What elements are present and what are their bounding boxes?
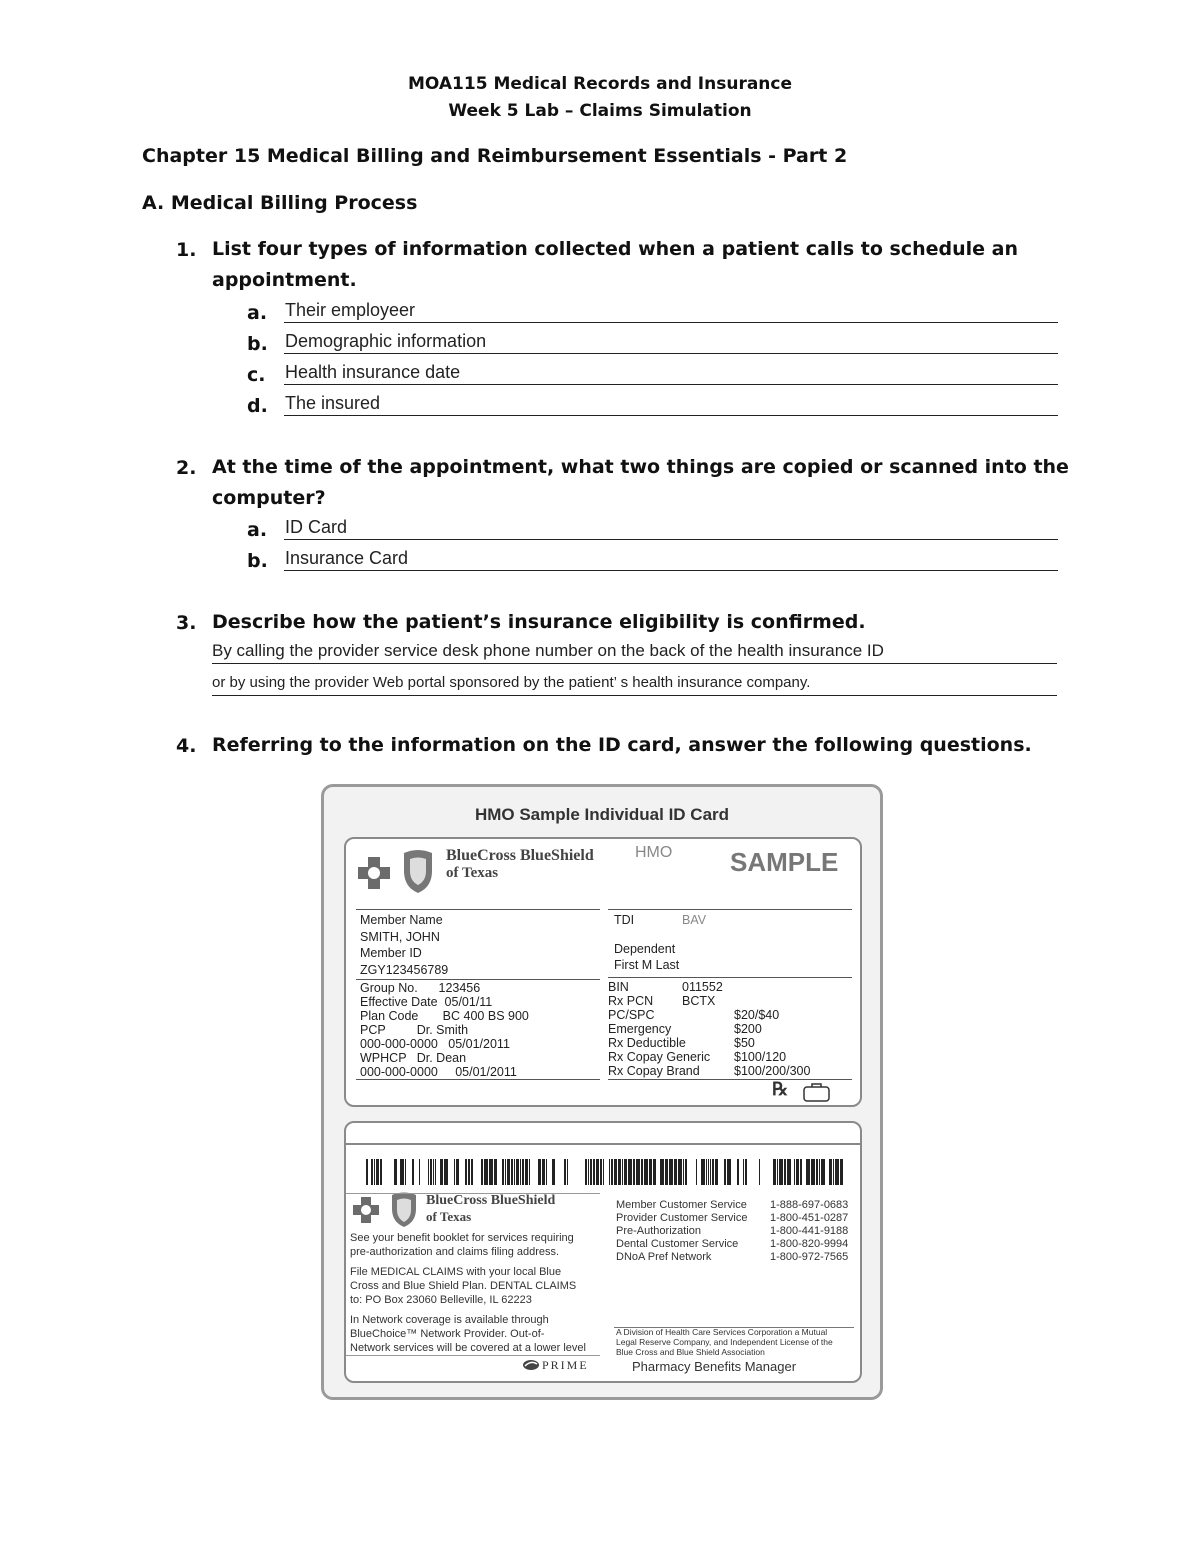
q1-a-label: a.: [247, 302, 268, 324]
back-stripe-line: [346, 1143, 860, 1145]
effective-date-row: Effective Date 05/01/11: [360, 995, 493, 1009]
note2-line2: Cross and Blue Shield Plan. DENTAL CLAIMS: [350, 1280, 577, 1292]
front-brand-line2: of Texas: [446, 865, 499, 881]
chapter-title: Chapter 15 Medical Billing and Reimbursement Essentials - Part 2: [142, 145, 848, 167]
note2-line3: to: PO Box 23060 Belleville, IL 62223: [350, 1294, 532, 1306]
q1-number: 1.: [176, 239, 197, 261]
member-id-label: Member ID: [360, 946, 422, 960]
front-divider-left-2: [356, 979, 600, 980]
note3-line1: In Network coverage is available through: [350, 1314, 549, 1326]
q1-c-answer[interactable]: Health insurance date: [284, 360, 1058, 385]
lab-title: Week 5 Lab – Claims Simulation: [448, 101, 752, 121]
division-line3: Blue Cross and Blue Shield Association: [616, 1347, 765, 1357]
id-card-back: [344, 1121, 862, 1383]
q1-a-answer[interactable]: Their employeer: [284, 298, 1058, 323]
member-name: SMITH, JOHN: [360, 930, 440, 944]
q3-text: Describe how the patient’s insurance eligibility is confirmed.: [212, 611, 866, 633]
back-brand-line2: of Texas: [426, 1209, 472, 1224]
front-divider-left: [356, 909, 600, 910]
bcbs-back-logo-icon: [350, 1191, 422, 1231]
id-card-front: [344, 837, 862, 1107]
note3-line2: BlueChoice™ Network Provider. Out-of-: [350, 1328, 545, 1340]
q1-text: [212, 234, 1018, 296]
dependent-label: Dependent: [614, 942, 676, 956]
rx-pcn-label: Rx PCN: [608, 994, 654, 1008]
prime-text: PRIME: [542, 1358, 589, 1372]
note1-line2: pre-authorization and claims filing address.: [350, 1246, 560, 1258]
sample-watermark: SAMPLE: [730, 847, 839, 877]
plan-type: HMO: [635, 844, 673, 861]
q3-answer-line2[interactable]: or by using the provider Web portal sponsored by the patient’ s health insurance company.: [212, 671, 1057, 696]
contact-member-label: Member Customer Service: [616, 1199, 747, 1211]
note2-line1: File MEDICAL CLAIMS with your local Blue: [350, 1266, 562, 1278]
note3-line3: Network services will be covered at a lower level: [350, 1342, 586, 1354]
q2-b-answer[interactable]: Insurance Card: [284, 546, 1058, 571]
front-divider-right-3: [608, 1079, 852, 1080]
contact-dnoa-phone: 1-800-972-7565: [770, 1251, 849, 1263]
pc-spc-value: $20/$40: [734, 1008, 780, 1022]
bin-label: BIN: [608, 980, 629, 994]
course-title: MOA115 Medical Records and Insurance: [407, 74, 793, 94]
q1-b-answer[interactable]: Demographic information: [284, 329, 1058, 354]
contact-provider-label: Provider Customer Service: [616, 1212, 748, 1224]
bin-value: 011552: [682, 980, 723, 994]
id-card: [321, 784, 883, 1400]
front-divider-left-3: [356, 1079, 600, 1080]
note1-line1: See your benefit booklet for services requiring: [350, 1232, 574, 1244]
contact-provider-phone: 1-800-451-0287: [770, 1212, 849, 1224]
front-divider-right-2: [608, 977, 852, 978]
barcode-graphic: [366, 1159, 846, 1185]
bav-label: BAV: [682, 913, 707, 927]
q1-line1: List four types of information collected when a patient calls to schedule an: [212, 238, 1019, 260]
q2-text: [212, 452, 1069, 514]
q4-number: 4.: [176, 735, 197, 757]
rx-deductible-label: Rx Deductible: [608, 1036, 686, 1050]
rx-copay-generic-label: Rx Copay Generic: [608, 1050, 711, 1064]
front-brand-line1: BlueCross BlueShield: [446, 847, 594, 864]
member-id: ZGY123456789: [360, 963, 449, 977]
group-number-row: Group No. 123456: [360, 981, 481, 995]
contact-preauth-phone: 1-800-441-9188: [770, 1225, 849, 1237]
wphcp-phone-row: 000-000-0000 05/01/2011: [360, 1065, 517, 1079]
q2-a-answer[interactable]: ID Card: [284, 515, 1058, 540]
section-title: A. Medical Billing Process: [142, 192, 418, 214]
back-divider-bottom: [346, 1355, 600, 1356]
back-divider-left: [346, 1193, 600, 1194]
q2-a-label: a.: [247, 519, 268, 541]
rx-deductible-value: $50: [734, 1036, 755, 1050]
wphcp-row: WPHCP Dr. Dean: [360, 1051, 467, 1065]
contact-dental-label: Dental Customer Service: [616, 1238, 739, 1250]
prime-logo-icon: [522, 1359, 540, 1371]
division-line1: A Division of Health Care Services Corporation a Mutual: [616, 1327, 828, 1337]
rx-symbol-icon: ℞: [772, 1079, 789, 1100]
q1-d-label: d.: [247, 395, 268, 417]
briefcase-icon: [802, 1081, 832, 1103]
dependent-name: First M Last: [614, 958, 680, 972]
q2-b-label: b.: [247, 550, 268, 572]
member-name-label: Member Name: [360, 913, 443, 927]
q1-d-answer[interactable]: The insured: [284, 391, 1058, 416]
pcp-row: PCP Dr. Smith: [360, 1023, 469, 1037]
contact-dnoa-label: DNoA Pref Network: [616, 1251, 712, 1263]
rx-copay-brand-label: Rx Copay Brand: [608, 1064, 700, 1078]
pharmacy-benefits-manager: Pharmacy Benefits Manager: [632, 1359, 797, 1374]
q2-line1: At the time of the appointment, what two things are copied or scanned into the: [212, 456, 1069, 478]
contact-dental-phone: 1-800-820-9994: [770, 1238, 849, 1250]
contact-preauth-label: Pre-Authorization: [616, 1225, 701, 1237]
q3-number: 3.: [176, 612, 197, 634]
q2-line2: computer?: [212, 487, 326, 509]
q1-line2: appointment.: [212, 269, 357, 291]
q2-number: 2.: [176, 457, 197, 479]
tdi-label: TDI: [614, 913, 635, 927]
q3-answer-line1[interactable]: By calling the provider service desk phone number on the back of the health insurance ID: [212, 639, 1057, 664]
rx-copay-brand-value: $100/200/300: [734, 1064, 811, 1078]
front-divider-right: [608, 909, 852, 910]
plan-code-row: Plan Code BC 400 BS 900: [360, 1009, 529, 1023]
emergency-value: $200: [734, 1022, 762, 1036]
pcp-phone-row: 000-000-0000 05/01/2011: [360, 1037, 510, 1051]
contact-member-phone: 1-888-697-0683: [770, 1199, 849, 1211]
id-card-title: HMO Sample Individual ID Card: [474, 805, 730, 824]
rx-copay-generic-value: $100/120: [734, 1050, 787, 1064]
emergency-label: Emergency: [608, 1022, 672, 1036]
division-line2: Legal Reserve Company, and Independent License of the: [616, 1337, 833, 1347]
back-brand-line1: BlueCross BlueShield: [426, 1193, 556, 1208]
rx-pcn-value: BCTX: [682, 994, 716, 1008]
q1-c-label: c.: [247, 364, 266, 386]
pc-spc-label: PC/SPC: [608, 1008, 655, 1022]
q1-b-label: b.: [247, 333, 268, 355]
bcbs-logo-icon: [354, 847, 438, 895]
q4-text: Referring to the information on the ID card, answer the following questions.: [212, 734, 1032, 756]
